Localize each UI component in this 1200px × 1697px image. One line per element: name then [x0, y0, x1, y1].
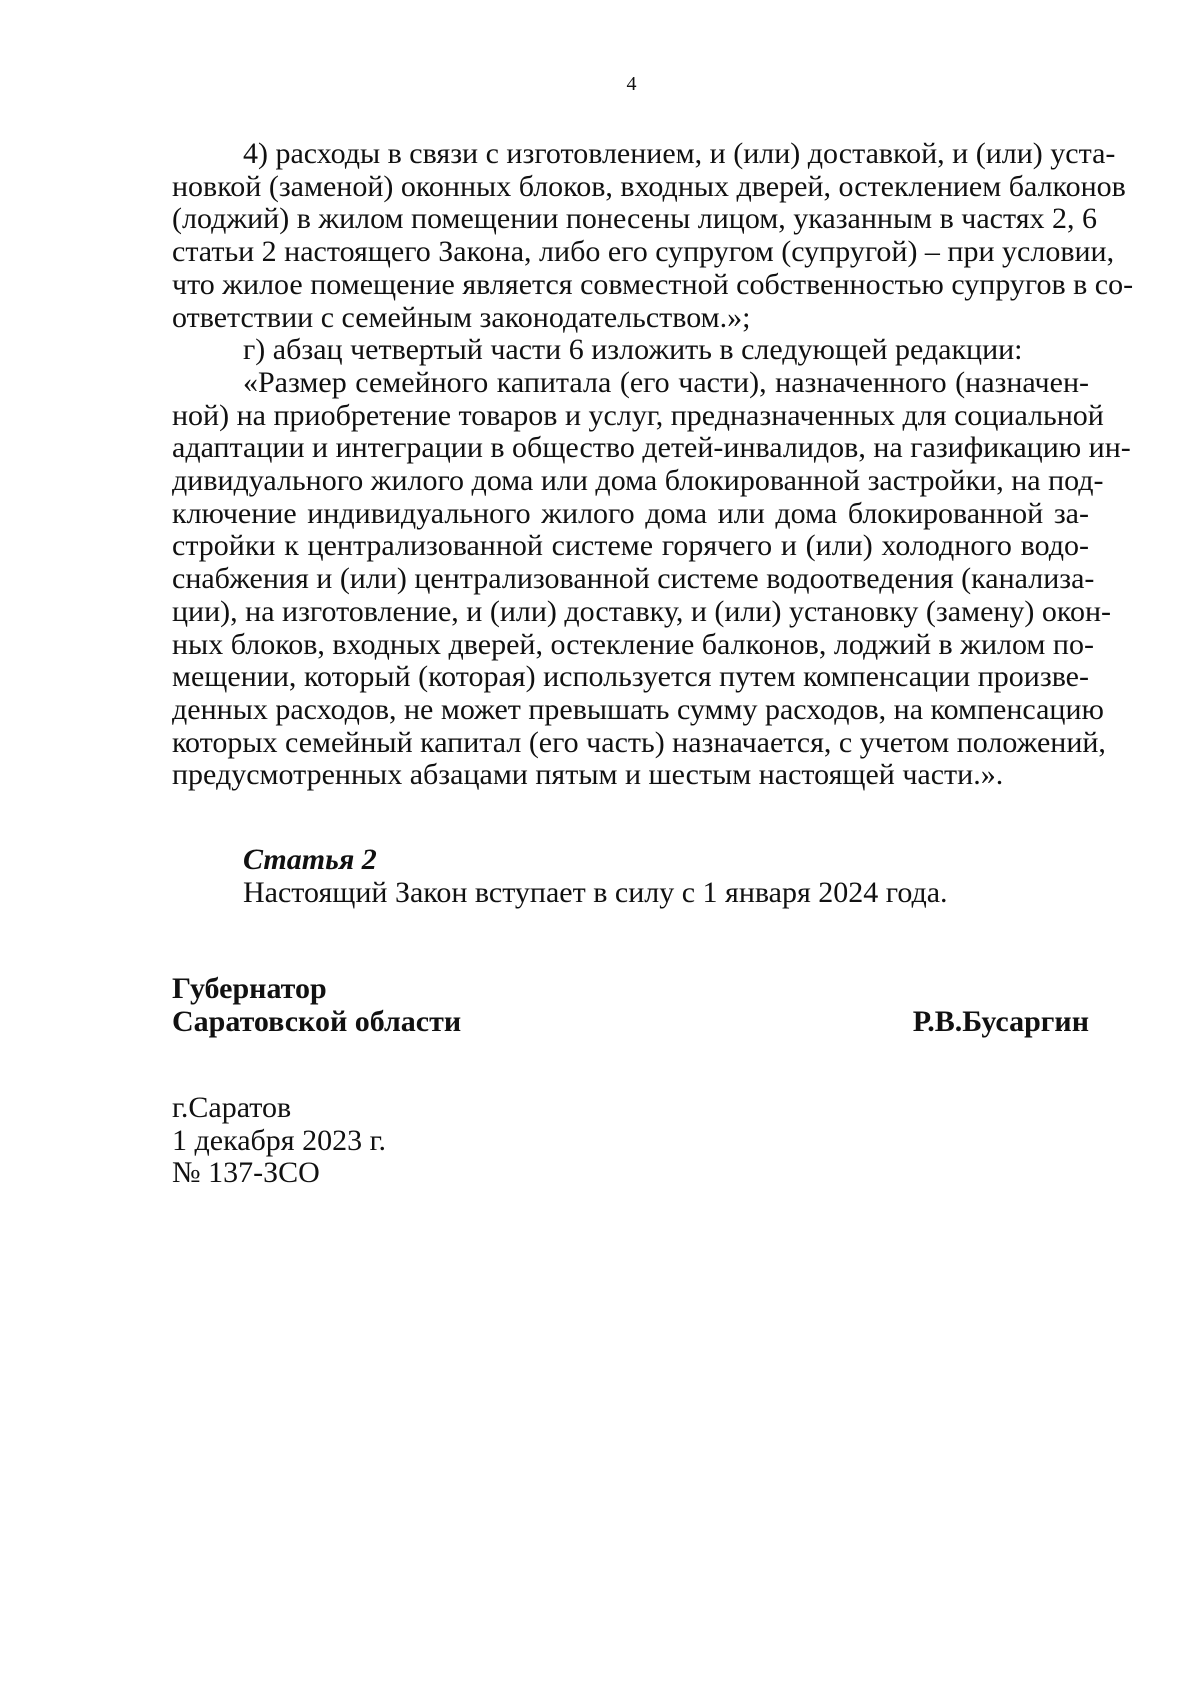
text-line: 4) расходы в связи с изготовлением, и (или) доставкой, и (или) уста-	[243, 137, 1116, 170]
signatory-position-line1: Губернатор	[172, 972, 327, 1005]
text-line: ответствии с семейным законодательством.»;	[172, 300, 751, 334]
text-line: г) абзац четвертый части 6 изложить в следующей редакции:	[243, 333, 1023, 367]
document-city: г.Саратов	[172, 1091, 292, 1124]
document-body	[172, 137, 1134, 792]
document-date: 1 декабря 2023 г.	[172, 1123, 386, 1157]
document-footer	[172, 1092, 386, 1190]
article-title: Статья 2	[243, 843, 377, 876]
signature-row	[172, 1006, 1089, 1039]
paragraph-subpoint-g	[172, 334, 1089, 367]
page-number: 4	[626, 73, 637, 95]
text-line: (лоджий) в жилом помещении понесены лицом, указанным в частях 2, 6	[172, 202, 1098, 236]
text-line: предусмотренных абзацами пятым и шестым настоящей части.».	[172, 758, 1004, 792]
text-line: которых семейный капитал (его часть) назначается, с учетом положений,	[172, 725, 1106, 759]
text-line: ции), на изготовление, и (или) доставку, и (или) установку (замену) окон-	[172, 594, 1112, 628]
text-line: мещении, который (которая) используется путем компенсации произве-	[172, 660, 1089, 694]
signatory-name: Р.В.Бусаргин	[912, 1004, 1089, 1038]
signatory-position-line2: Саратовской области	[172, 1004, 462, 1038]
text-line: денных расходов, не может превышать сумму расходов, на компенсацию	[172, 692, 1104, 726]
text-line: статьи 2 настоящего Закона, либо его супругом (супругой) – при условии,	[172, 235, 1115, 269]
text-line: ных блоков, входных дверей, остекление балконов, лоджий в жилом по-	[172, 627, 1094, 661]
signature-block	[172, 973, 1089, 1038]
text-line: дивидуального жилого дома или дома блокированной застройки, на под-	[172, 464, 1104, 498]
article-text: Настоящий Закон вступает в силу с 1 января 2024 года.	[243, 875, 948, 909]
document-number: № 137-ЗСО	[172, 1156, 320, 1189]
paragraph-item-4	[172, 137, 1134, 334]
text-line: новкой (заменой) оконных блоков, входных дверей, остеклением балконов	[172, 169, 1126, 203]
paragraph-quoted-amendment	[172, 365, 1131, 792]
text-line: ключение индивидуального жилого дома или дома блокированной за-	[172, 496, 1089, 530]
text-line: стройки к централизованной системе горячего и (или) холодного водо-	[172, 529, 1089, 563]
text-line: снабжения и (или) централизованной системе водоотведения (канализа-	[172, 562, 1095, 596]
text-line: адаптации и интеграции в общество детей-инвалидов, на газификацию ин-	[172, 431, 1131, 465]
text-line: «Размер семейного капитала (его части), назначенного (назначен-	[243, 365, 1089, 399]
article-2-section	[243, 844, 1089, 909]
text-line: что жилое помещение является совместной собственностью супругов в со-	[172, 267, 1134, 301]
text-line: ной) на приобретение товаров и услуг, предназначенных для социальной	[172, 398, 1104, 432]
